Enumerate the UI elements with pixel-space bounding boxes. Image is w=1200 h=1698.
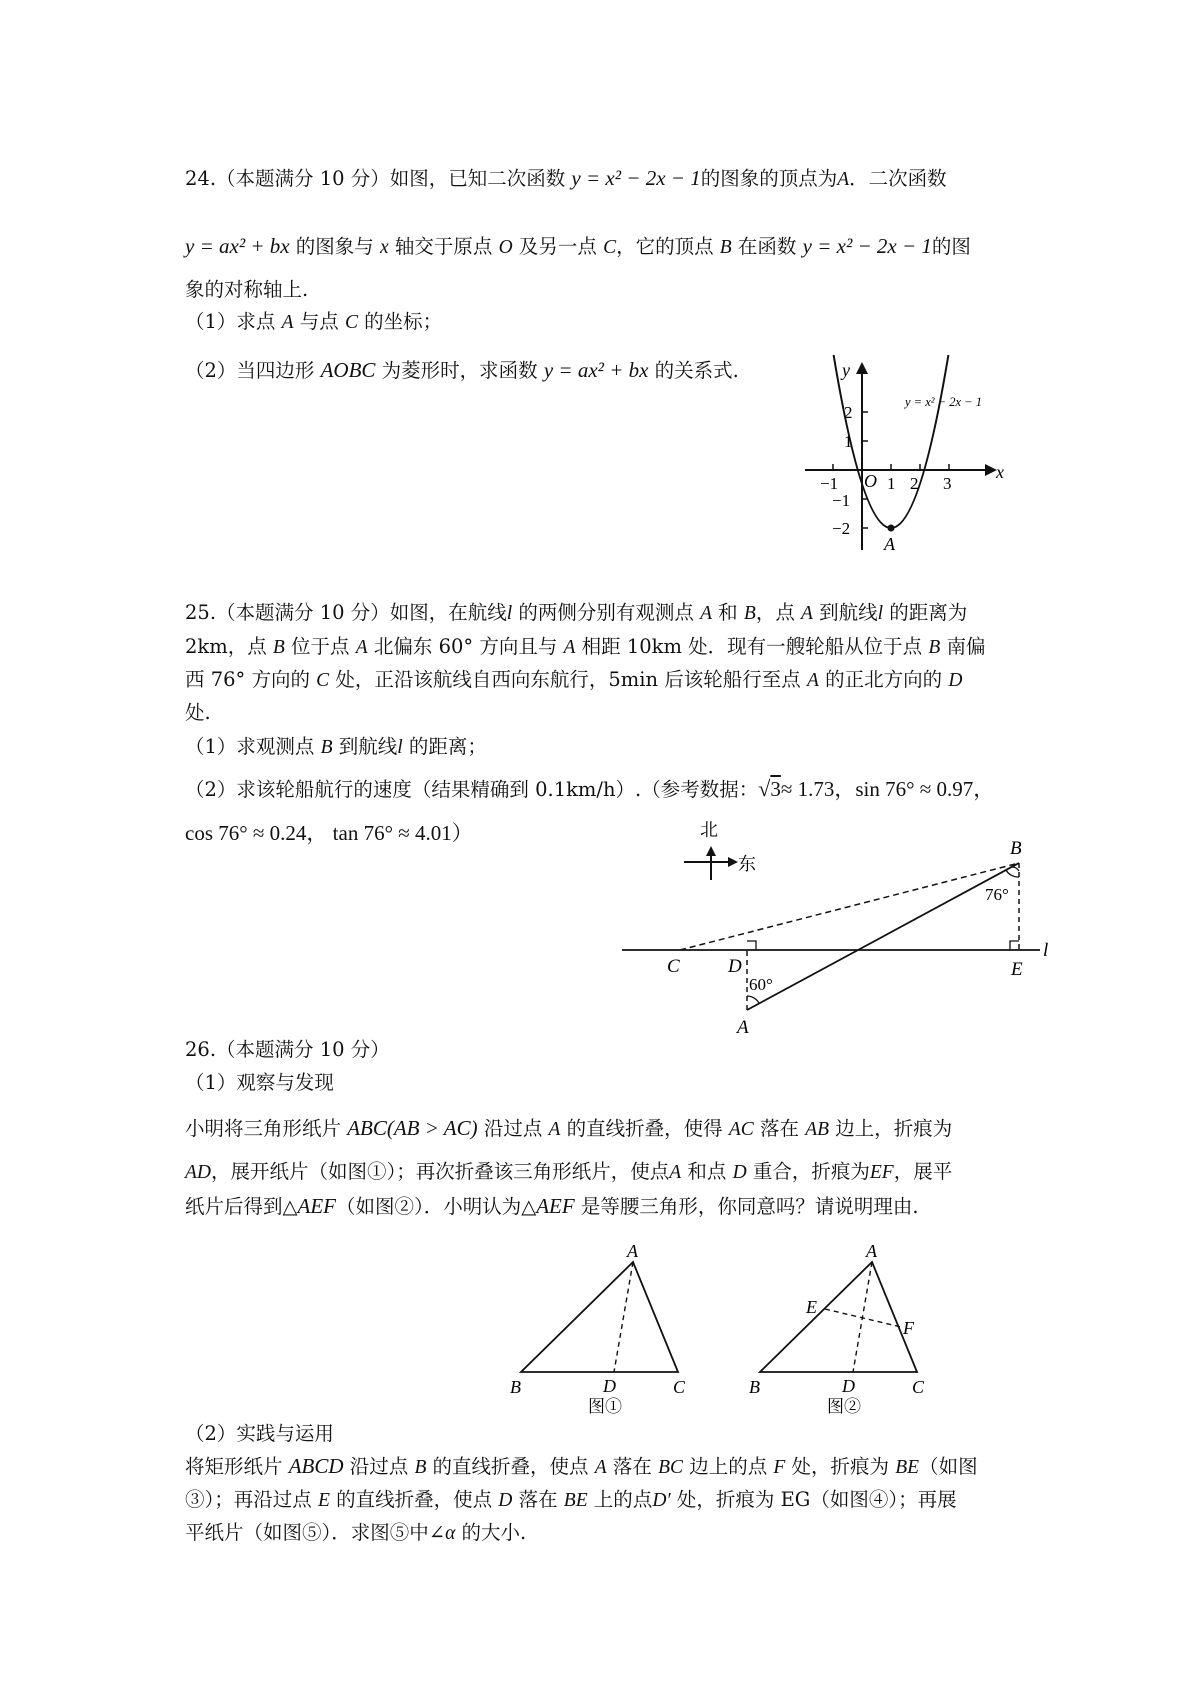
q26-angle-alpha: α (445, 1523, 456, 1544)
q26-text: 和点 (681, 1160, 733, 1183)
q26-text: ，展开纸片（如图①）；再次折叠该三角形纸片，使点 (211, 1160, 670, 1183)
q25-text: 和 (711, 601, 744, 624)
fig1-label-c: C (673, 1377, 686, 1397)
q26-seg-be: BE (563, 1490, 588, 1511)
q24-point-a: A (281, 312, 294, 333)
q24-text: （2）当四边形 (185, 359, 321, 382)
axis-label-y: y (842, 360, 850, 380)
q25-point-b: B (272, 637, 285, 658)
q26-text: 边上的点 (683, 1455, 774, 1478)
q25-point-a: A (806, 670, 819, 691)
q26-text: 的直线折叠，使点 (329, 1488, 499, 1511)
q26-subheading-2 (185, 1424, 334, 1444)
tick-label: 1 (844, 432, 853, 451)
q24-formula: y = x² − 2x − 1 (802, 234, 932, 258)
fig2-triangle (760, 1262, 917, 1372)
q24-point-a: A (837, 169, 850, 190)
fig1-label-b: B (510, 1377, 521, 1397)
q25-text: 位于点 (284, 635, 356, 658)
curve-equation: y = x² − 2x − 1 (905, 395, 982, 409)
q25-text: 的两侧分别有观测点 (512, 601, 701, 624)
q25-sqrt-value: 3 (770, 777, 781, 801)
point-label-a: A (737, 1017, 749, 1038)
q26-seg-ac: AC (728, 1119, 754, 1140)
tick-label: 2 (844, 403, 853, 422)
q25-ref-data: ≈ 1.73，sin 76° ≈ 0.97， (780, 777, 995, 801)
q25-route-l: l (877, 603, 884, 624)
q26-text: 沿过点 (477, 1117, 549, 1140)
fig2-label-a: A (866, 1241, 877, 1261)
q24-text: 为菱形时，求函数 (375, 359, 544, 382)
q25-point-b: B (320, 737, 333, 758)
q26-part2-line-3 (185, 1523, 526, 1544)
q25-ref-data: cos 76° ≈ 0.24， tan 76° ≈ 4.01） (185, 821, 473, 845)
q25-text: 处. (185, 701, 211, 724)
tick-label: 2 (910, 474, 919, 493)
q26-text: ③）；再沿过点 (185, 1488, 318, 1511)
q25-text: 的正北方向的 (818, 668, 949, 691)
q25-text: 的距离为 (883, 601, 968, 624)
q25-point-a: A (700, 603, 712, 624)
q24-point-o: O (498, 237, 513, 258)
q26-point-d: D (498, 1490, 513, 1511)
q26-point-a: A (548, 1119, 561, 1140)
q26-triangle: ABC(AB > AC) (347, 1116, 478, 1140)
q24-text: 及另一点 (512, 235, 604, 258)
q25-text: （1）求观测点 (185, 735, 321, 758)
fig2-label-e: E (806, 1297, 817, 1317)
q25-point-a: A (355, 637, 368, 658)
q26-text: 是等腰三角形，你同意吗？请说明理由. (574, 1195, 919, 1218)
q26-seg-ab: AB (805, 1119, 830, 1140)
q26-seg-ef: EF (869, 1162, 894, 1183)
q24-text: ．二次函数 (849, 167, 947, 190)
q25-point-a: A (563, 637, 576, 658)
q26-text: （如图 (919, 1455, 978, 1478)
q26-text: ，展平 (893, 1160, 953, 1183)
fig2-label-f: F (903, 1318, 914, 1338)
q25-text: （2）求该轮船航行的速度（结果精确到 0.1km/h）.（参考数据： (185, 778, 759, 801)
q26-text: 重合，折痕为 (746, 1160, 870, 1183)
q24-point-b: B (719, 237, 732, 258)
q26-text: 处，折痕为 (785, 1455, 896, 1478)
fig2-label-b: B (749, 1377, 760, 1397)
q24-formula: y = ax² + bx (543, 358, 649, 382)
q24-text: 的关系式. (648, 359, 739, 382)
fig2-fold-ef (825, 1309, 901, 1327)
tick-label: −1 (820, 474, 839, 493)
q26-text: 边上，折痕为 (829, 1117, 953, 1140)
fig2-label-c: C (912, 1377, 925, 1397)
angle-label-76: 76° (985, 885, 1009, 904)
q25-text: 到航线 (812, 601, 878, 624)
q25-text: ，点 (755, 601, 802, 624)
q25-text: 处，正沿该航线自西向东航行，5min 后该轮船行至点 (329, 668, 807, 691)
q24-text: 的图 (931, 235, 971, 258)
origin-label: O (864, 471, 877, 491)
q25-point-b: B (743, 603, 756, 624)
q26-point-b: B (414, 1457, 427, 1478)
axis-label-x: x (996, 462, 1004, 482)
q24-text: 的坐标； (357, 310, 443, 333)
q24-formula: y = x² − 2x − 1 (571, 166, 701, 190)
q26-point-d: D (732, 1162, 747, 1183)
q24-text: （1）求点 (185, 310, 282, 333)
fig1-label-d: D (603, 1376, 616, 1396)
q25-text: 25.（本题满分 10 分）如图，在航线 (185, 601, 507, 624)
q25-point-b: B (928, 637, 941, 658)
q26-triangle-aef: AEF (536, 1194, 575, 1218)
q26-text: 落在 (512, 1488, 564, 1511)
q25-point-c: C (316, 670, 330, 691)
q24-formula: y = ax² + bx (185, 234, 290, 258)
q24-quad: AOBC (320, 358, 376, 382)
q26-seg-bc: BC (658, 1457, 684, 1478)
q26-text: 小明将三角形纸片 (185, 1117, 348, 1140)
q25-point-d: D (948, 670, 963, 691)
q26-text: （1）观察与发现 (185, 1071, 334, 1094)
tick-label: −1 (832, 491, 851, 510)
q26-text: 上的点 (587, 1488, 653, 1511)
q24-text: 在函数 (731, 235, 803, 258)
q26-text: 将矩形纸片 (185, 1455, 289, 1478)
q24-text: 的图象与 (289, 235, 381, 258)
q26-text: 的直线折叠，使点 (426, 1455, 595, 1478)
q25-text: 的距离； (402, 735, 487, 758)
q26-point-a: A (594, 1457, 607, 1478)
tick-label: −2 (832, 519, 851, 538)
compass-north-label: 北 (700, 820, 718, 841)
q25-text: 到航线 (332, 735, 398, 758)
q26-part2-line-2 (185, 1490, 957, 1511)
q26-text: 的大小. (455, 1521, 527, 1544)
q26-text: （2）实践与运用 (185, 1422, 334, 1445)
q24-point-c: C (344, 312, 358, 333)
sqrt-icon: √ (758, 776, 771, 801)
q25-route-l: l (397, 737, 403, 758)
point-label-e: E (1011, 959, 1023, 980)
q25-point-a: A (801, 603, 813, 624)
point-label-c: C (667, 956, 680, 977)
fig1-caption: 图① (588, 1397, 622, 1417)
q26-text: 26.（本题满分 10 分） (185, 1038, 390, 1061)
q24-text: 的图象的顶点为 (700, 167, 838, 190)
fig2-label-d: D (842, 1376, 855, 1396)
q24-text: ，它的顶点 (616, 235, 720, 258)
tick-label: 3 (943, 474, 952, 493)
q24-point-c: C (603, 237, 617, 258)
q26-point-d-prime: D′ (652, 1490, 671, 1511)
angle-label-60: 60° (749, 975, 773, 994)
q25-text: 相距 10km 处．现有一艘轮船从位于点 (575, 635, 929, 658)
q26-rect: ABCD (288, 1454, 344, 1478)
q26-text: 纸片后得到△ (185, 1195, 298, 1218)
q26-text: 落在 (606, 1455, 659, 1478)
q26-seg-ad: AD (185, 1162, 211, 1183)
q24-text: 轴交于原点 (388, 235, 499, 258)
q24-text: 象的对称轴上. (185, 278, 309, 301)
q24-text: 与点 (293, 310, 345, 333)
q26-text: 的直线折叠，使得 (560, 1117, 729, 1140)
q24-var-x: x (380, 237, 389, 258)
q26-triangle-aef: AEF (297, 1194, 336, 1218)
q25-text: 2km，点 (185, 635, 273, 658)
fig1-label-a: A (627, 1241, 638, 1261)
q26-text: 落在 (753, 1117, 806, 1140)
fig2-caption: 图② (827, 1397, 861, 1417)
q26-text: 处，折痕为 EG（如图④）；再展 (670, 1488, 957, 1511)
compass-east-label: 东 (738, 854, 756, 875)
q25-route-l: l (506, 603, 513, 624)
point-label-d: D (728, 956, 742, 977)
q26-point-f: F (773, 1457, 786, 1478)
q25-text: 西 76° 方向的 (185, 668, 317, 691)
fig1-triangle (521, 1262, 678, 1372)
q26-text: （如图②）．小明认为△ (335, 1195, 537, 1218)
point-label-b: B (1010, 838, 1022, 859)
q25-text: 北偏东 60° 方向且与 (367, 635, 564, 658)
q26-text: 沿过点 (343, 1455, 415, 1478)
route-label-l: l (1043, 940, 1049, 961)
q26-seg-be: BE (895, 1457, 920, 1478)
tick-label: 1 (887, 474, 896, 493)
q26-part2-line-1 (185, 1456, 978, 1478)
q25-text: 南偏 (940, 635, 986, 658)
vertex-label: A (884, 534, 895, 554)
q26-point-a: A (669, 1162, 682, 1183)
q26-text: 平纸片（如图⑤）．求图⑤中∠ (185, 1521, 446, 1544)
q24-text: 24.（本题满分 10 分）如图，已知二次函数 (185, 167, 572, 190)
q26-point-e: E (317, 1490, 330, 1511)
